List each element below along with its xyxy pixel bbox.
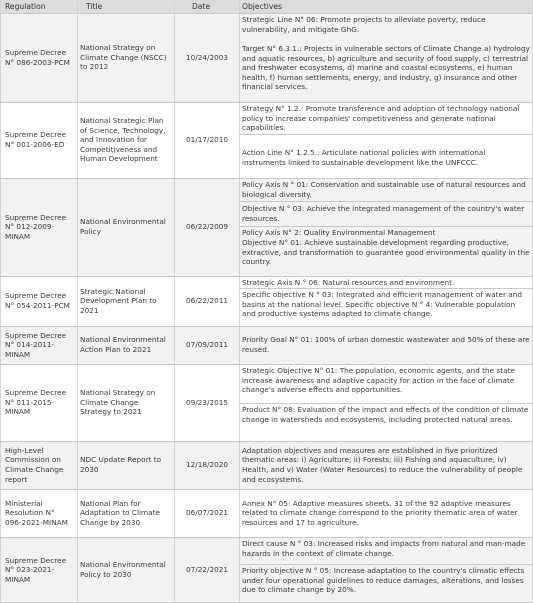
objective-divider [239,288,533,289]
row-date: 12/18/2020 [185,460,229,470]
row-objective: Objective N ° 03: Achieve the integrated management of the country's water resources. [242,204,525,223]
row-objective: Objective N° 01: Achieve sustainable development regarding productive, extractive, and transformation to guarantee good environmental quality in the country. [242,238,530,267]
row-objective: Strategy N° 1.2.: Promote transference and adoption of technology national policy to increase companies' competitiveness and generate national capabilities. [242,104,520,133]
row-objective: Annex N° 05: Adaptive measures sheets. 31 of the 92 adaptive measures related to climate change correspond to the priority thematic area of water resources and 17 to agriculture. [242,498,518,527]
row-regulation: Supreme Decree N° 011-2015-MINAM [5,388,67,417]
row-date: 09/23/2015 [185,397,229,407]
header-date: Date [192,2,211,11]
row-objective: Strategic Line N° 06: Promote projects to alleviate poverty, reduce vulnerability, and mitigate GhG. [242,15,486,34]
table-header [0,0,533,13]
row-title: NDC Update Report to 2030 [80,455,162,474]
row-objective: Policy Axis N ° 01: Conservation and sustainable use of natural resources and biological diversity. [242,180,526,199]
row-objective: Adaptation objectives and measures are established in five prioritized thematic areas: i) Agriculture; ii) Forests; iii) Fishing and aquaculture; iv) Health, and v) Water (Water Resources) to reduce the vulnerability of people and ecosystems. [242,445,523,484]
row-date: 06/22/2011 [185,296,229,306]
row-objective: Priority objective N ° 05: Increase adaptation to the country's climatic effects under four operational guidelines to reduce damages, alterations, and losses due to climate change by 20%. [242,566,525,595]
row-title: National Strategy on Climate Change Strategy to 2021 [80,388,156,417]
row-title: National Strategic Plan of Science, Technology, and Innovation for Competitiveness and Human Development [80,116,166,164]
row-date: 07/22/2021 [185,565,229,575]
row-objective: Strategic Axis N ° 06: Natural resources and environment. [242,278,455,287]
row-date: 10/24/2003 [185,52,229,62]
row-regulation: Supreme Decree N° 012-2009-MINAM [5,212,67,241]
column-divider [77,0,78,603]
row-regulation: High-Level Commission on Climate Change report [5,445,64,484]
header-objectives: Objectives [242,2,282,11]
row-title: National Strategy on Climate Change (NSCC) to 2012 [80,43,167,72]
row-objective: Specific objective N ° 03: Integrated and efficient management of water and basins at the national level. Specific objective N ° 4: Vulnerable population and productive systems adapted to climate change. [242,290,523,319]
row-title: National Environmental Policy to 2030 [80,560,166,579]
row-title: National Plan for Adaptation to Climate Change by 2030 [80,498,160,527]
header-title: Title [86,2,103,11]
row-regulation: Supreme Decree N° 023-2021-MINAM [5,555,67,584]
column-divider [0,0,1,603]
row-objective: Action Line N° 1.2.5.: Articulate national policies with international instruments linked to sustainable development like the UNFCCC. [242,148,486,167]
row-objective: Priority Goal N° 01: 100% of urban domestic wastewater and 50% of these are reused. [242,335,530,354]
column-divider [239,0,240,603]
objective-divider [239,226,533,227]
header-regulation: Regulation [5,2,46,11]
row-objective: Product N° 08: Evaluation of the impact and effects of the condition of climate change in watersheds and ecosystems, including protected natural areas. [242,405,529,424]
row-date: 01/17/2010 [185,135,229,145]
row-date: 06/07/2021 [185,508,229,518]
row-title: National Environmental Policy [80,217,166,236]
row-objective: Direct cause N ° 03: Increased risks and impacts from natural and man-made hazards in the context of climate change. [242,539,526,558]
row-objective: Policy Axis N° 2: Quality Environmental Management [242,228,436,237]
row-regulation: Ministerial Resolution N° 096-2021-MINAM [5,498,68,527]
row-regulation: Supreme Decree N° 086-2003-PCM [5,47,70,67]
row-regulation: Supreme Decree N° 014-2011-MINAM [5,330,67,359]
row-date: 06/22/2009 [185,222,229,232]
objective-divider [239,403,533,404]
objective-divider [239,201,533,202]
row-regulation: Supreme Decree N° 001-2006-ED [5,130,67,149]
row-date: 07/09/2011 [185,340,229,350]
objective-divider [239,564,533,565]
row-objective: Strategic Objective N° 01: The population, economic agents, and the state increase awareness and adaptive capacity for action in the face of climate change's adverse effects and opportunities. [242,366,515,395]
row-objective: Target N° 6.3.1.: Projects in vulnerable sectors of Climate Change a) hydrology and aquatic resources, b) agriculture and security of food supply, c) terrestrial and freshwater ecosystems, d) marine and coastal ecosystems, e) human health, f) human settlements, energy, and industry, g) insurance and other financial services. [242,44,530,92]
row-title: National Environmental Action Plan to 2021 [80,335,166,354]
objective-divider [239,134,533,135]
row-title: Strategic National Development Plan to 2021 [80,286,157,315]
row-regulation: Supreme Decree N° 054-2011-PCM [5,291,70,310]
column-divider [174,0,175,603]
